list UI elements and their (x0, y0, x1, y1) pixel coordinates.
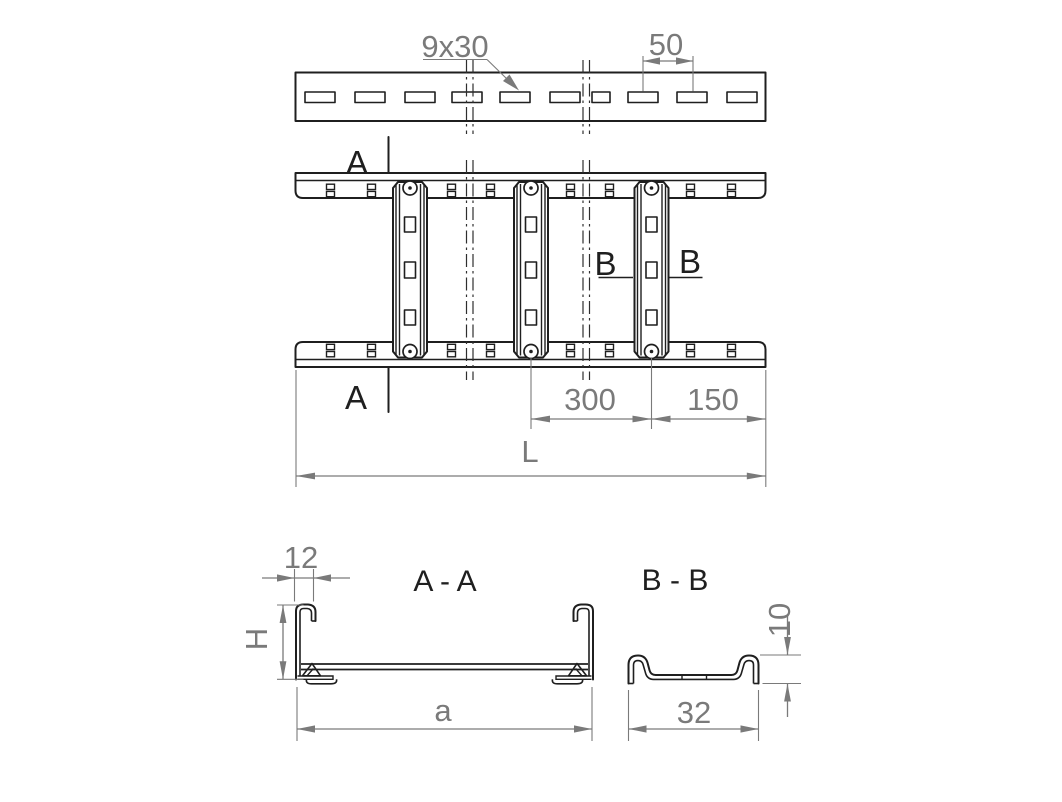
section-bb-profile (629, 656, 759, 684)
break-lines-top-view (467, 60, 590, 134)
dim-arrow-icon (747, 473, 766, 480)
end-distance-value: 150 (687, 382, 739, 417)
rail-height-value: H (239, 627, 274, 651)
section-a-marker-top-label: A (345, 144, 369, 181)
section-aa-view (239, 540, 593, 741)
leader-line (487, 60, 508, 81)
section-aa-profile (296, 605, 593, 684)
dim-arrow-icon (277, 574, 295, 581)
dim-arrow-icon (280, 605, 287, 623)
rung (635, 181, 669, 359)
inner-width-value: a (434, 693, 452, 728)
dim-arrow-icon (784, 637, 791, 655)
rung-width-value: 32 (676, 695, 712, 730)
rung-width-dimension (629, 690, 759, 741)
dim-arrow-icon (633, 416, 652, 423)
dim-arrow-icon (280, 661, 287, 679)
plan-dimensions (296, 358, 766, 487)
dim-arrow-icon (784, 684, 791, 702)
slot-pitch-dimension (643, 27, 693, 92)
rung-height-dimension (760, 603, 801, 717)
rung-pitch-value: 300 (564, 382, 616, 417)
dim-arrow-icon (297, 725, 315, 732)
dim-arrow-icon (629, 725, 647, 732)
dim-arrow-icon (652, 416, 671, 423)
section-aa-title: A - A (413, 565, 477, 598)
rung (393, 181, 427, 359)
slot-size-callout (421, 29, 519, 91)
section-bb-view (629, 564, 802, 741)
section-b-marker-right-label: B (678, 243, 702, 280)
rail-height-dimension (239, 605, 304, 679)
foot-plate (556, 676, 592, 679)
total-length-value: L (521, 434, 539, 469)
plan-view-ladder (296, 137, 766, 487)
flange-width-value: 12 (283, 540, 319, 575)
section-a-marker-bottom-label: A (344, 379, 368, 416)
slot-holes (305, 92, 757, 103)
dim-arrow-icon (747, 416, 766, 423)
flange-width-dimension (262, 540, 350, 602)
dim-arrow-icon (741, 725, 759, 732)
slot-size-label: 9x30 (421, 29, 489, 64)
dim-arrow-icon (531, 416, 550, 423)
rung (514, 181, 548, 359)
top-view-side-rail (296, 27, 766, 134)
rung-height-value: 10 (762, 602, 797, 638)
section-a-marker (345, 137, 389, 416)
dim-arrow-icon (314, 574, 332, 581)
dim-arrow-icon (296, 473, 315, 480)
section-bb-title: B - B (641, 564, 709, 597)
dim-arrow-icon (574, 725, 592, 732)
section-b-marker-left-label: B (594, 245, 617, 282)
slot-pitch-value: 50 (648, 27, 684, 62)
inner-width-dimension (297, 687, 592, 741)
